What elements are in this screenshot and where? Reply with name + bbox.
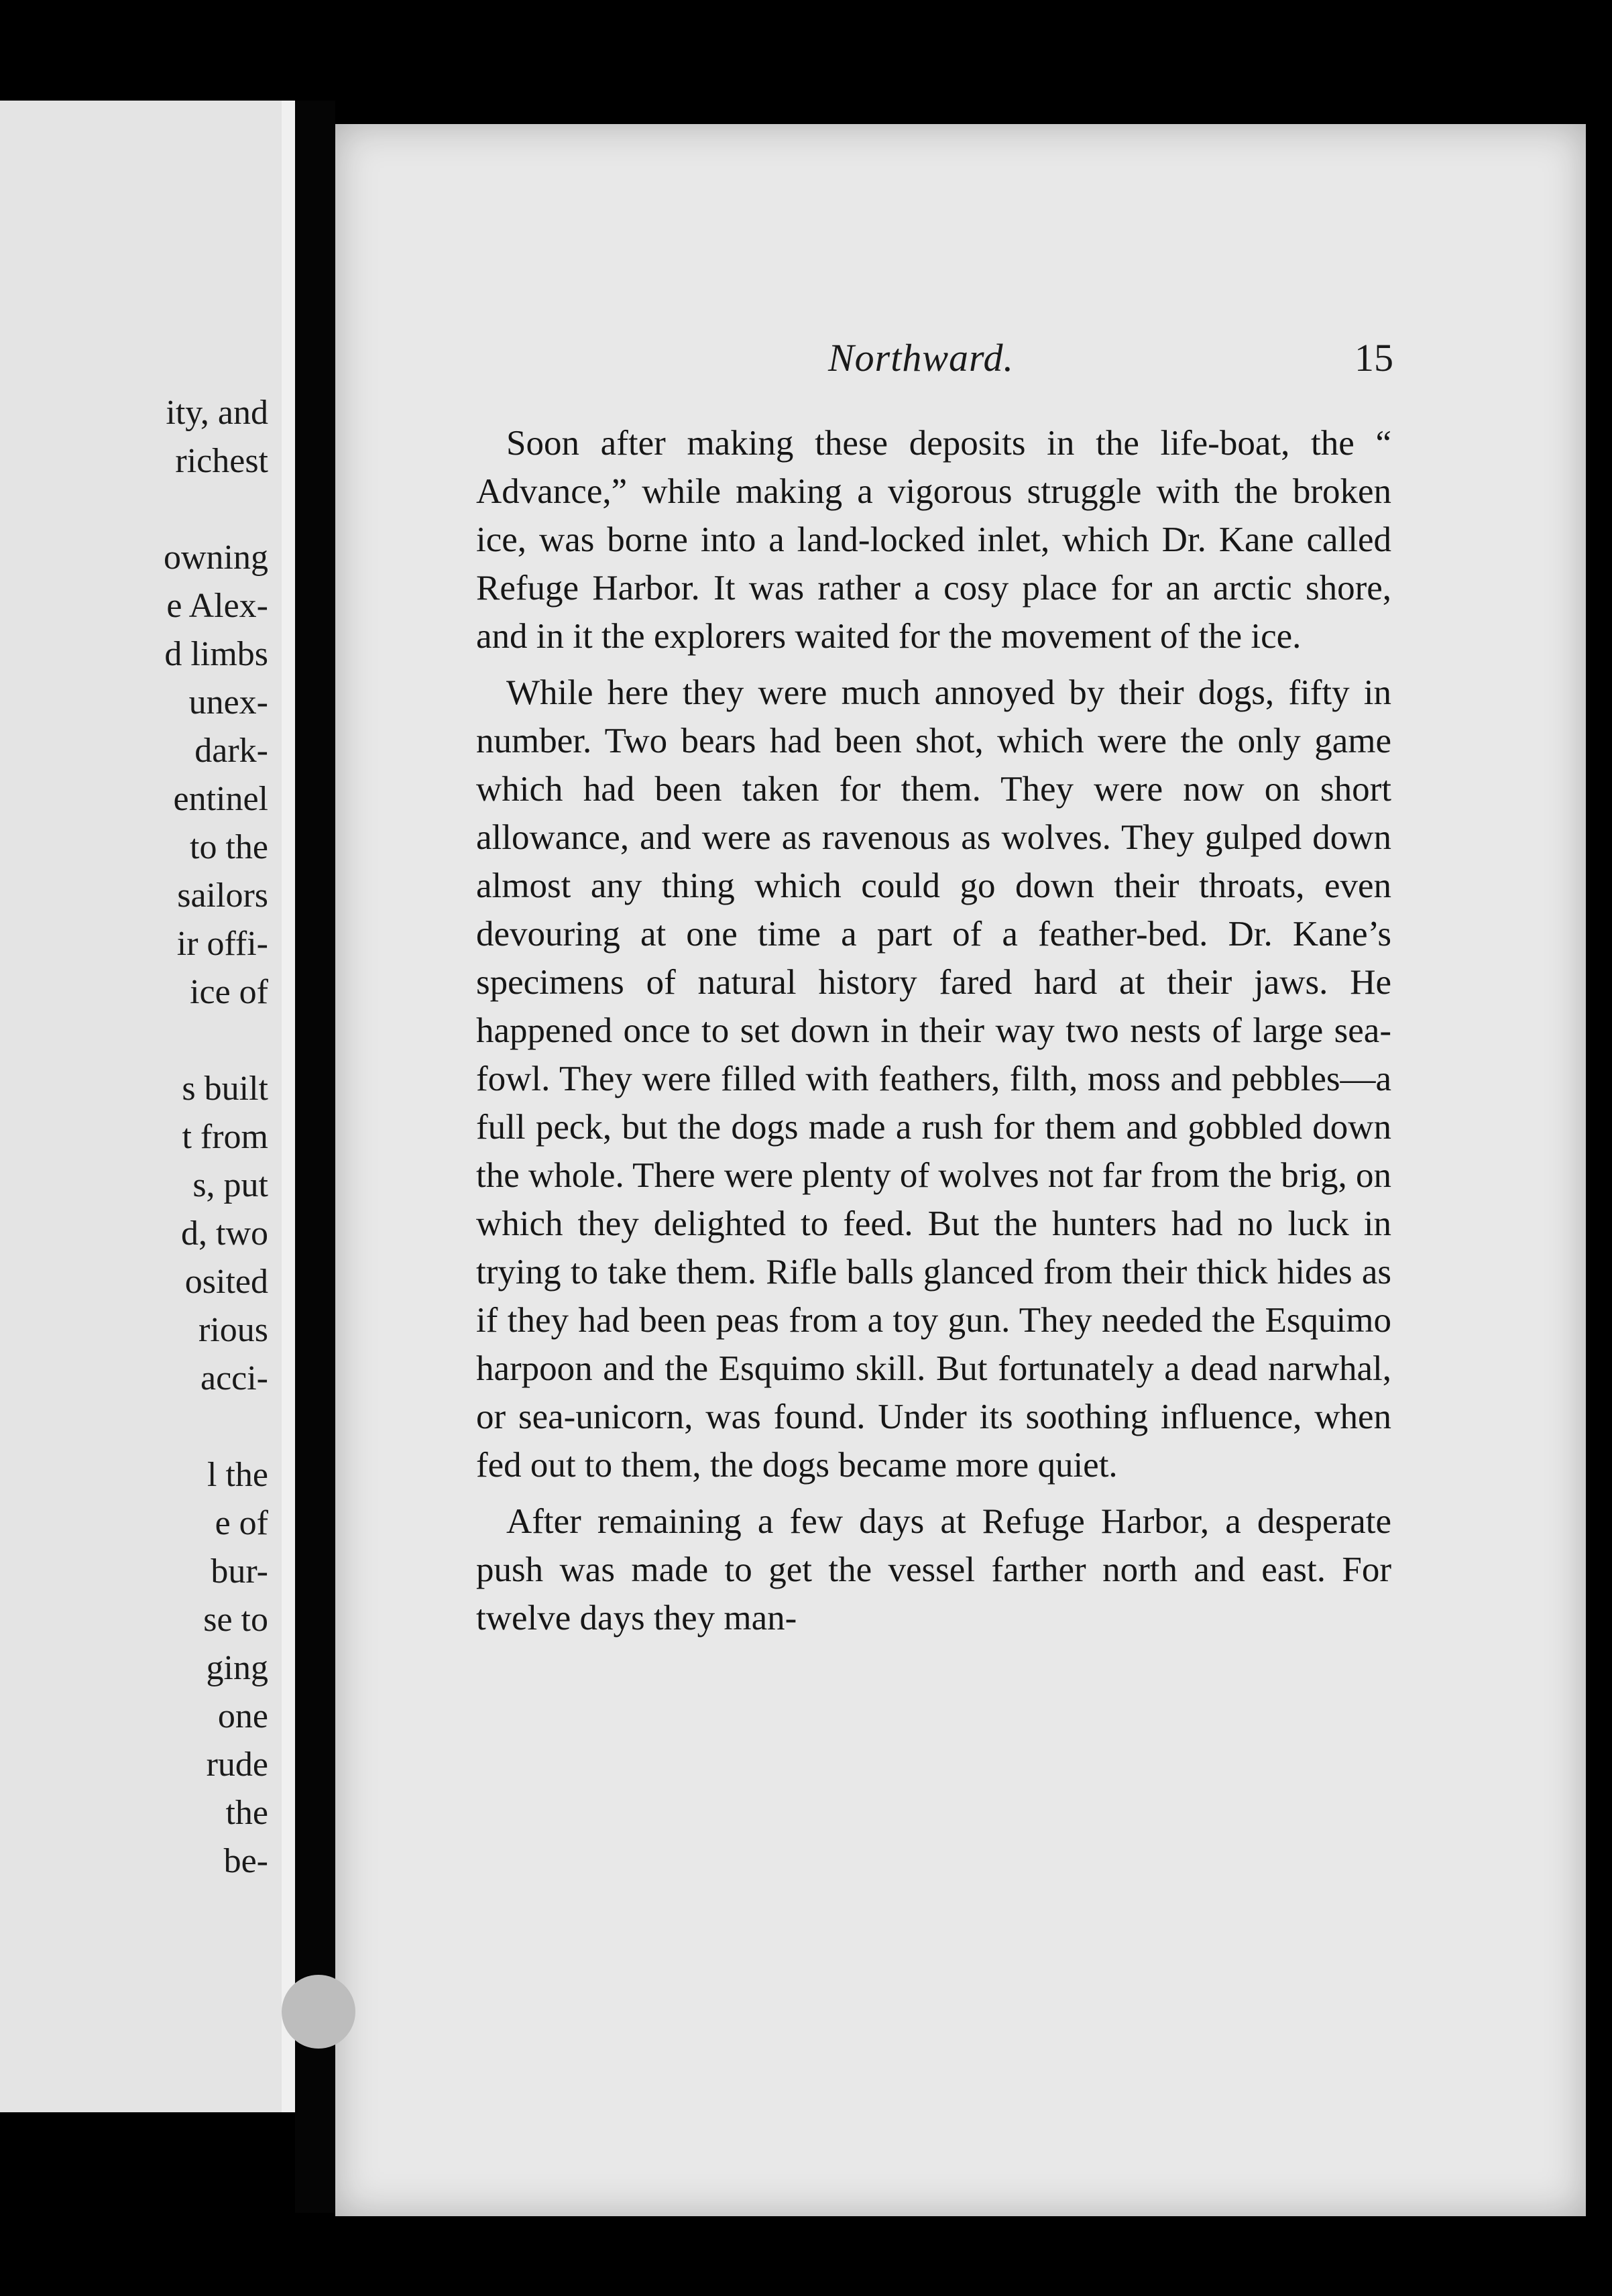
- left-page-fragment: rude: [206, 1745, 268, 1784]
- left-page-fragment: ice of: [190, 973, 268, 1011]
- left-page-fragment: entinel: [173, 780, 268, 818]
- left-page: [0, 101, 282, 2112]
- left-page-fragment: ging: [206, 1649, 268, 1687]
- left-page-fragment: acci-: [200, 1359, 268, 1397]
- left-page-fragment: the: [225, 1794, 268, 1832]
- page-number: 15: [1355, 336, 1393, 380]
- left-page-fragment: se to: [203, 1601, 268, 1639]
- left-page-fragment: l the: [207, 1456, 268, 1494]
- running-head: [335, 335, 1586, 389]
- left-page-fragment: owning: [164, 538, 268, 577]
- left-page-fragment: dark-: [194, 732, 268, 770]
- paragraph: [476, 1497, 1391, 1642]
- left-page-fragment: rious: [198, 1311, 268, 1349]
- paragraph: [476, 669, 1391, 1489]
- left-page-fragment: ir offi-: [176, 925, 268, 963]
- paragraph-text: While here they were much annoyed by their dogs, fifty in number. Two bears had been shot, which were the only game which had been taken for them. They were now on short allowance, and were as ravenous as wolves. They gulped down almost any thing which could go down their throats, even devouring at one time a part of a feather-bed. Dr. Kane’s specimens of natural history fared hard at their jaws. He happened once to set down in their way two nests of large sea-fowl. They were filled with feathers, filth, moss and pebbles—a full peck, but the dogs made a rush for them and gobbled down the whole. There were plenty of wolves not far from the brig, on which they delighted to feed. But the hunters had no luck in trying to take them. Rifle balls glanced from their thick hides as if they had been peas from a toy gun. They needed the Esquimo harpoon and the Esquimo skill. But fortunately a dead narwhal, or sea-unicorn, was found. Under its soothing influence, when fed out to them, the dogs became more quiet.: [476, 673, 1391, 1485]
- left-page-fragment: d limbs: [164, 635, 268, 673]
- book-gutter: [295, 101, 335, 2213]
- left-page-fragment: ity, and: [166, 394, 268, 432]
- page-edge: [282, 101, 295, 2112]
- left-page-fragment: t from: [182, 1118, 268, 1156]
- left-page-fragment: sailors: [177, 876, 268, 915]
- left-page-fragment: d, two: [181, 1214, 268, 1253]
- paragraph-text: After remaining a few days at Refuge Harbor, a desperate push was made to get the vessel farther north and east. For twelve days they man-: [476, 1502, 1391, 1638]
- right-page: [335, 124, 1586, 2216]
- left-page-fragment: osited: [184, 1263, 268, 1301]
- left-page-fragment: unex-: [188, 683, 268, 722]
- left-page-fragment: bur-: [211, 1552, 268, 1591]
- left-page-fragment: to the: [190, 828, 268, 866]
- paper-blemish: [282, 1975, 355, 2049]
- left-page-fragment: s, put: [192, 1166, 268, 1204]
- left-page-fragment: e of: [215, 1504, 268, 1542]
- left-page-fragment: e Alex-: [166, 587, 268, 625]
- left-page-fragment: be-: [223, 1842, 268, 1880]
- left-page-fragment: richest: [175, 442, 268, 480]
- left-page-fragment: one: [217, 1697, 268, 1735]
- left-page-fragment: s built: [182, 1070, 268, 1108]
- paragraph: [476, 419, 1391, 661]
- running-head-title: Northward.: [828, 336, 1014, 380]
- paragraph-text: Soon after making these deposits in the life-boat, the “ Advance,” while making a vigorous struggle with the broken ice, was borne into a land-locked inlet, which Dr. Kane called Refuge Harbor. It was rather a cosy place for an arctic shore, and in it the explorers waited for the movement of the ice.: [476, 424, 1391, 656]
- body-text: [476, 419, 1391, 1642]
